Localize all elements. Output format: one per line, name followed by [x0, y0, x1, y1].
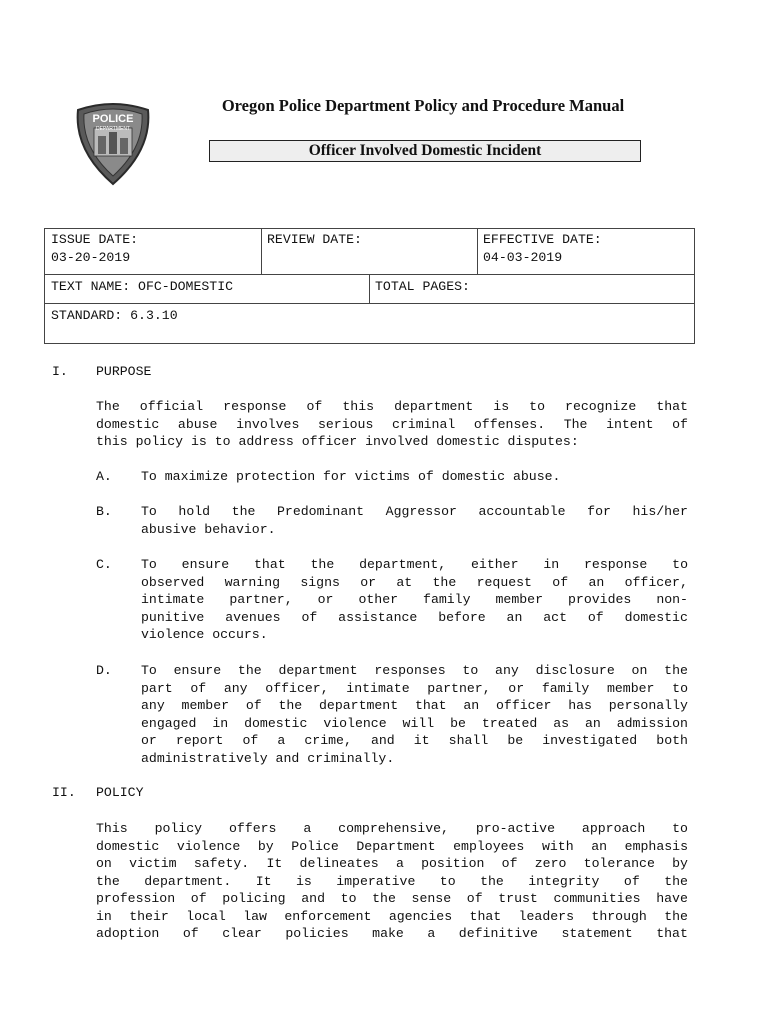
- svg-text:POLICE: POLICE: [92, 113, 134, 125]
- standard-cell: [45, 303, 695, 325]
- item-line: To ensure the department responses to any disclosure on the: [141, 663, 688, 678]
- purpose-intro-line: domestic abuse involves serious criminal offenses. The intent of: [96, 416, 688, 432]
- item-line: part of any officer, intimate partner, or family member to: [141, 680, 688, 696]
- policy-numeral: II.: [52, 785, 76, 800]
- policy-line: adoption of clear policies make a definitive statement that: [96, 926, 688, 941]
- standard: STANDARD: 6.3.10: [51, 308, 178, 323]
- svg-text:DEPARTMENT: DEPARTMENT: [96, 126, 130, 132]
- item-line: To hold the Predominant Aggressor accountable for his/her: [141, 504, 688, 519]
- policy-line: profession of policing and to the sense of trust communities have: [96, 891, 688, 906]
- text-name-cell: [45, 274, 369, 296]
- document-title: Officer Involved Domestic Incident: [209, 140, 641, 162]
- item-line: observed warning signs or at the request of an officer,: [141, 574, 688, 590]
- purpose-numeral: I.: [52, 364, 68, 379]
- item-letter: D.: [96, 663, 112, 678]
- item-line: any member of the department that an officer has personally: [141, 698, 688, 713]
- review-date-label: REVIEW DATE:: [267, 232, 362, 247]
- effective-date-label: EFFECTIVE DATE:: [483, 232, 602, 247]
- item-line: violence occurs.: [141, 627, 268, 642]
- item-letter: A.: [96, 469, 112, 484]
- purpose-intro-line: this policy is to address officer involved domestic disputes:: [96, 434, 579, 449]
- issue-date-value: 03-20-2019: [51, 249, 131, 265]
- review-date-cell: [261, 229, 477, 249]
- purpose-intro-line: The official response of this department is to recognize that: [96, 399, 688, 414]
- item-line: punitive avenues of assistance before an act of domestic: [141, 609, 688, 625]
- purpose-heading: PURPOSE: [96, 364, 152, 379]
- total-pages: TOTAL PAGES:: [375, 279, 470, 294]
- item-line: or report of a crime, and it shall be investigated both: [141, 733, 688, 748]
- item-letter: B.: [96, 504, 112, 519]
- effective-date-cell: [477, 229, 695, 266]
- item-line: intimate partner, or other family member provides non-: [141, 592, 688, 607]
- issue-date-cell: [45, 229, 261, 266]
- item-line: engaged in domestic violence will be treated as an admission: [141, 715, 688, 731]
- item-letter: C.: [96, 557, 112, 572]
- issue-date-label: ISSUE DATE:: [51, 232, 139, 247]
- policy-line: in their local law enforcement agencies that leaders through the: [96, 908, 688, 924]
- effective-date-value: 04-03-2019: [483, 249, 563, 265]
- policy-line: on victim safety. It delineates a position of zero tolerance by: [96, 856, 688, 871]
- item-line: To ensure that the department, either in response to: [141, 557, 688, 572]
- policy-line: domestic violence by Police Department employees with an emphasis: [96, 838, 688, 854]
- text-name: TEXT NAME: OFC-DOMESTIC: [51, 279, 234, 294]
- policy-line: the department. It is imperative to the integrity of the: [96, 873, 688, 889]
- item-line: To maximize protection for victims of domestic abuse.: [141, 469, 561, 484]
- policy-heading: POLICY: [96, 785, 144, 800]
- total-pages-cell: [369, 274, 695, 296]
- police-badge-logo: [72, 100, 154, 186]
- item-line: administratively and criminally.: [141, 750, 395, 766]
- manual-title: Oregon Police Department Policy and Procedure Manual: [221, 96, 625, 115]
- item-line: abusive behavior.: [141, 521, 276, 537]
- document-info-table: [44, 228, 695, 344]
- policy-line: This policy offers a comprehensive, pro-active approach to: [96, 821, 688, 836]
